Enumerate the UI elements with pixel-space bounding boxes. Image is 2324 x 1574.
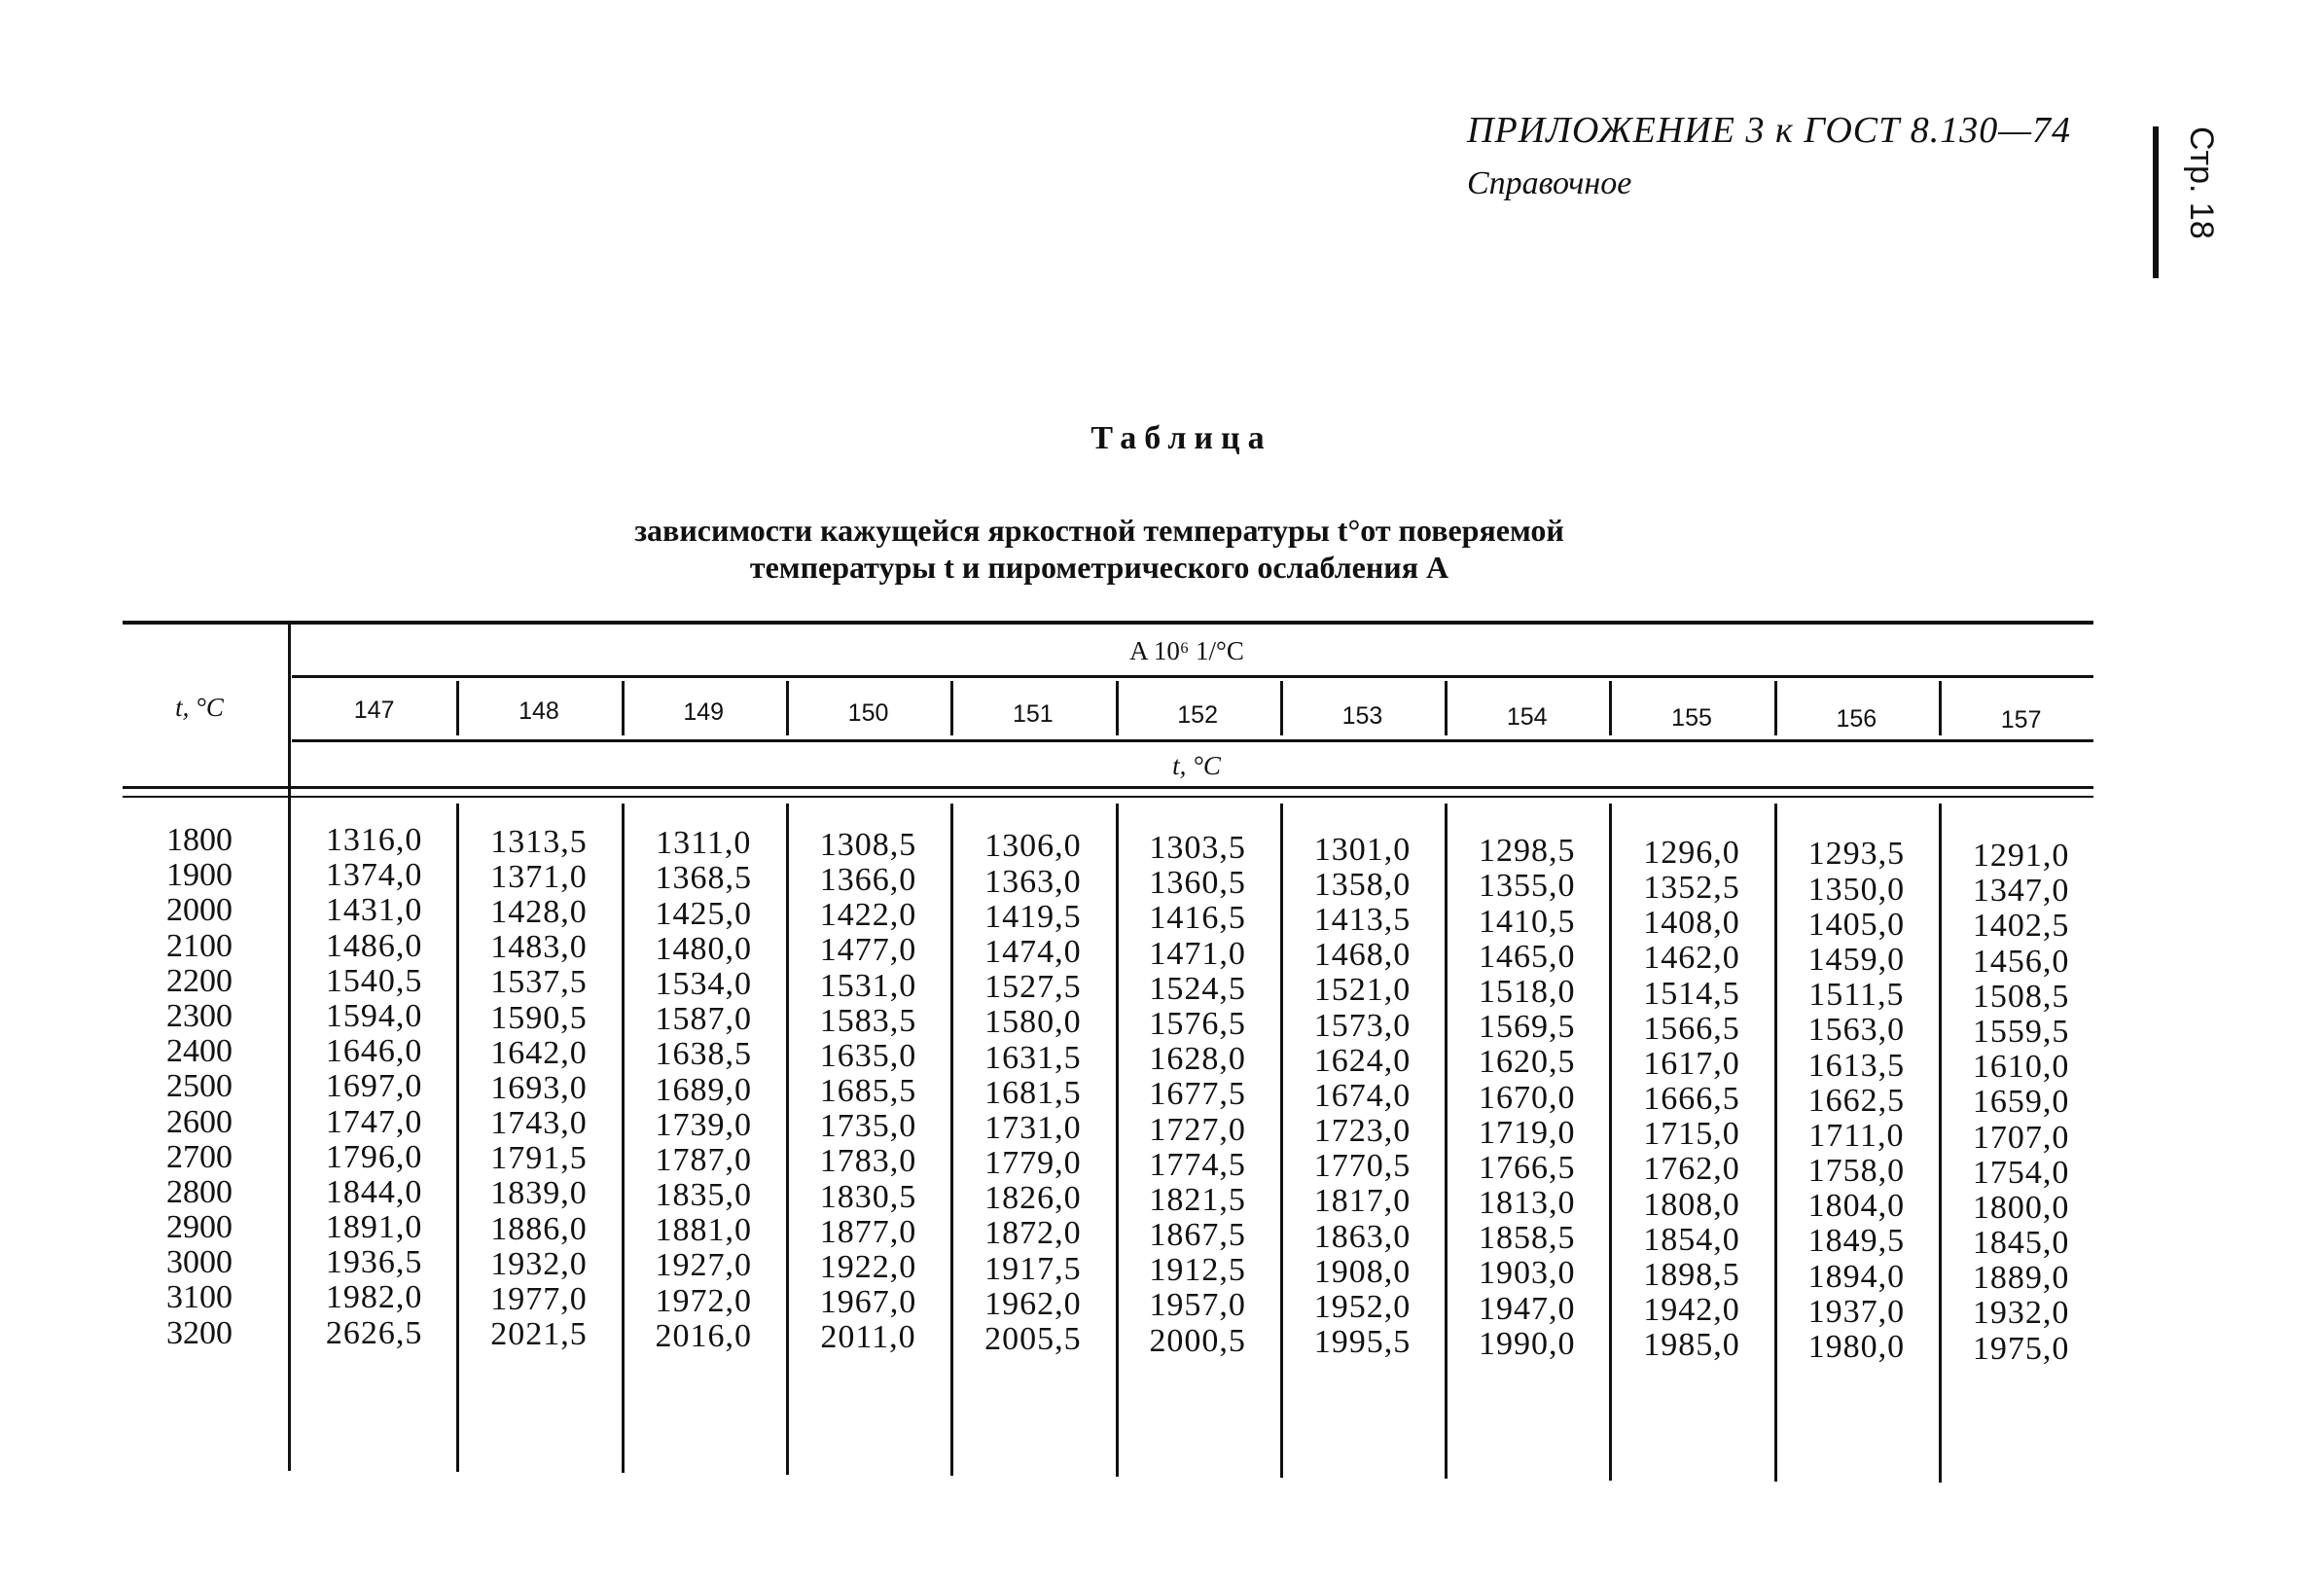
table-cell: 1313,5 bbox=[490, 823, 588, 860]
table-cell: 1715,0 bbox=[1643, 1116, 1740, 1153]
header-column-divider bbox=[1445, 681, 1448, 735]
table-cell: 1912,5 bbox=[1149, 1252, 1246, 1289]
table-cell: 1936,5 bbox=[325, 1244, 423, 1281]
table-cell: 1886,0 bbox=[490, 1210, 588, 1247]
table-cell: 1291,0 bbox=[1972, 838, 2070, 874]
table-cell: 1298,5 bbox=[1478, 833, 1576, 870]
table-cell: 1566,5 bbox=[1643, 1010, 1740, 1047]
table-cell: 1677,5 bbox=[1149, 1076, 1246, 1113]
table-cell: 1747,0 bbox=[325, 1103, 423, 1140]
table-cell: 1844,0 bbox=[325, 1173, 423, 1210]
body-column-divider bbox=[1445, 804, 1448, 1479]
table-cell: 1872,0 bbox=[984, 1215, 1082, 1252]
a-values-rule bbox=[292, 739, 2093, 742]
table-cell: 1817,0 bbox=[1313, 1183, 1412, 1220]
body-column-divider bbox=[1609, 804, 1612, 1481]
value-column bbox=[1939, 839, 2103, 1367]
table-cell: 1681,5 bbox=[984, 1074, 1082, 1111]
table-cell: 1659,0 bbox=[1972, 1084, 2070, 1121]
table-cell: 1363,0 bbox=[984, 863, 1082, 900]
table-cell: 1783,0 bbox=[819, 1143, 917, 1180]
table-title: Таблица bbox=[1090, 420, 1272, 456]
stub-divider bbox=[288, 625, 291, 1471]
table-cell: 1863,0 bbox=[1313, 1218, 1412, 1255]
table-cell: 1431,0 bbox=[325, 892, 423, 929]
table-cell: 2000,5 bbox=[1149, 1322, 1246, 1359]
header-column-divider bbox=[456, 681, 459, 735]
table-cell: 2021,5 bbox=[490, 1316, 588, 1353]
page-number: Стр. 18 bbox=[2183, 126, 2220, 239]
value-column bbox=[1445, 834, 1609, 1362]
table-cell: 1707,0 bbox=[1972, 1119, 2070, 1156]
table-cell: 1620,5 bbox=[1478, 1044, 1576, 1081]
table-cell: 1477,0 bbox=[819, 932, 917, 969]
body-column-divider bbox=[1116, 804, 1119, 1477]
a-value-header: 149 bbox=[683, 698, 725, 726]
page-stamp-bar bbox=[2153, 126, 2159, 278]
table-cell: 1762,0 bbox=[1643, 1151, 1740, 1188]
table-cell: 1791,5 bbox=[490, 1140, 588, 1177]
table-cell: 1723,0 bbox=[1313, 1113, 1412, 1150]
value-column bbox=[950, 829, 1115, 1357]
table-cell: 1374,0 bbox=[325, 857, 423, 894]
stub-cell: 2800 bbox=[166, 1173, 232, 1210]
table-cell: 1486,0 bbox=[325, 927, 423, 964]
body-column-divider bbox=[1280, 804, 1283, 1478]
header-column-divider bbox=[1116, 681, 1119, 735]
table-cell: 1642,0 bbox=[490, 1034, 588, 1071]
body-column-divider bbox=[786, 804, 789, 1475]
table-cell: 1428,0 bbox=[490, 893, 588, 930]
table-cell: 1849,5 bbox=[1807, 1223, 1906, 1260]
table-cell: 1590,5 bbox=[490, 999, 588, 1036]
table-cell: 1306,0 bbox=[984, 828, 1082, 865]
unit-sub-header: t, °C bbox=[1172, 751, 1221, 780]
table-cell: 1514,5 bbox=[1643, 975, 1740, 1012]
stub-cell: 2400 bbox=[166, 1033, 232, 1070]
table-cell: 1537,5 bbox=[490, 964, 588, 1001]
table-top-rule bbox=[123, 621, 2093, 625]
table-cell: 1957,0 bbox=[1149, 1287, 1246, 1324]
table-cell: 2016,0 bbox=[655, 1317, 752, 1354]
header-column-divider bbox=[950, 681, 953, 735]
table-cell: 1937,0 bbox=[1807, 1293, 1906, 1330]
table-cell: 1881,0 bbox=[655, 1212, 752, 1249]
value-column bbox=[622, 826, 786, 1354]
table-cell: 1563,0 bbox=[1807, 1012, 1906, 1049]
table-cell: 1594,0 bbox=[325, 997, 423, 1034]
table-cell: 1524,5 bbox=[1149, 970, 1246, 1007]
table-cell: 1877,0 bbox=[819, 1213, 917, 1250]
table-cell: 1830,5 bbox=[819, 1178, 917, 1215]
table-cell: 1540,5 bbox=[325, 962, 423, 999]
table-cell: 1635,0 bbox=[819, 1037, 917, 1074]
stub-cell: 2100 bbox=[166, 927, 232, 964]
table-cell: 1804,0 bbox=[1807, 1188, 1906, 1225]
table-cell: 1462,0 bbox=[1643, 940, 1740, 977]
value-column bbox=[292, 823, 456, 1351]
table-cell: 1527,5 bbox=[984, 969, 1082, 1006]
table-cell: 1368,5 bbox=[655, 860, 752, 897]
table-cell: 1483,0 bbox=[490, 929, 588, 966]
a-value-header: 151 bbox=[1012, 700, 1054, 728]
table-cell: 1980,0 bbox=[1807, 1329, 1906, 1366]
table-cell: 1711,0 bbox=[1808, 1117, 1905, 1154]
table-subtitle bbox=[525, 512, 1673, 586]
table-cell: 1821,5 bbox=[1149, 1181, 1246, 1218]
table-cell: 1521,0 bbox=[1313, 972, 1412, 1009]
table-cell: 1613,5 bbox=[1807, 1047, 1906, 1084]
a-value-header: 157 bbox=[2000, 706, 2042, 733]
table-cell: 1416,5 bbox=[1149, 900, 1246, 937]
table-cell: 1534,0 bbox=[655, 965, 752, 1002]
table-cell: 1425,0 bbox=[655, 895, 752, 932]
table-cell: 1587,0 bbox=[655, 1001, 752, 1038]
table-cell: 1628,0 bbox=[1149, 1041, 1246, 1078]
table-cell: 1975,0 bbox=[1972, 1330, 2070, 1367]
table-cell: 1903,0 bbox=[1478, 1255, 1576, 1292]
stub-header: t, °C bbox=[175, 693, 224, 722]
table-cell: 1531,0 bbox=[819, 967, 917, 1004]
table-cell: 1293,5 bbox=[1807, 836, 1906, 873]
table-cell: 1766,5 bbox=[1478, 1149, 1576, 1186]
table-cell: 1371,0 bbox=[490, 858, 588, 895]
a-value-header: 156 bbox=[1836, 705, 1877, 733]
table-cell: 1917,5 bbox=[984, 1250, 1082, 1287]
group-header: A 10⁶ 1/°C bbox=[1129, 636, 1244, 665]
table-cell: 1796,0 bbox=[325, 1138, 423, 1175]
table-cell: 1638,5 bbox=[655, 1036, 752, 1073]
table-cell: 1697,0 bbox=[325, 1068, 423, 1105]
stub-cell: 3100 bbox=[166, 1279, 232, 1316]
table-cell: 1674,0 bbox=[1313, 1077, 1412, 1114]
stub-cell: 2700 bbox=[166, 1138, 232, 1175]
a-value-header: 147 bbox=[353, 697, 395, 724]
table-cell: 1670,0 bbox=[1478, 1079, 1576, 1116]
stub-cell: 2000 bbox=[166, 892, 232, 929]
table-cell: 1419,5 bbox=[984, 898, 1082, 935]
body-column-divider bbox=[1774, 804, 1777, 1482]
subtitle-line-1: зависимости кажущейся яркостной температуры t°от поверяемой bbox=[634, 513, 1564, 548]
table-cell: 1858,5 bbox=[1478, 1220, 1576, 1257]
table-cell: 1413,5 bbox=[1313, 901, 1412, 938]
table-cell: 1693,0 bbox=[490, 1069, 588, 1106]
header-bottom-rule-1 bbox=[123, 786, 2093, 789]
table-cell: 1518,0 bbox=[1478, 973, 1576, 1010]
table-cell: 1826,0 bbox=[984, 1180, 1082, 1217]
table-cell: 1995,5 bbox=[1313, 1324, 1412, 1361]
table-cell: 1350,0 bbox=[1807, 871, 1906, 908]
table-cell: 1922,0 bbox=[819, 1249, 917, 1286]
table-cell: 1735,0 bbox=[819, 1108, 917, 1145]
table-cell: 1932,0 bbox=[490, 1245, 588, 1282]
table-cell: 1839,0 bbox=[490, 1175, 588, 1212]
table-cell: 2626,5 bbox=[325, 1314, 423, 1351]
table-cell: 1311,0 bbox=[656, 825, 752, 862]
body-column-divider bbox=[950, 804, 953, 1476]
table-cell: 1779,0 bbox=[984, 1145, 1082, 1182]
stub-cell: 2600 bbox=[166, 1103, 232, 1140]
table-cell: 1990,0 bbox=[1478, 1325, 1576, 1362]
table-cell: 1456,0 bbox=[1972, 943, 2070, 980]
body-column-divider bbox=[456, 804, 459, 1472]
a-value-header: 152 bbox=[1177, 701, 1218, 729]
body-column-divider bbox=[1939, 804, 1942, 1483]
table-cell: 1617,0 bbox=[1643, 1045, 1740, 1082]
table-cell: 1813,0 bbox=[1478, 1185, 1576, 1222]
table-cell: 1576,5 bbox=[1149, 1005, 1246, 1042]
table-cell: 1352,5 bbox=[1643, 869, 1740, 906]
table-cell: 1465,0 bbox=[1478, 938, 1576, 975]
table-cell: 1422,0 bbox=[819, 897, 917, 934]
stub-cell: 2500 bbox=[166, 1068, 232, 1105]
table-cell: 1355,0 bbox=[1478, 868, 1576, 905]
a-value-header: 150 bbox=[847, 699, 889, 727]
table-cell: 2005,5 bbox=[984, 1321, 1082, 1358]
table-cell: 1583,5 bbox=[819, 1002, 917, 1039]
value-column bbox=[1774, 837, 1939, 1365]
annex-heading: ПРИЛОЖЕНИЕ 3 к ГОСТ 8.130—74 bbox=[1467, 110, 2072, 151]
table-cell: 1854,0 bbox=[1643, 1221, 1740, 1258]
header-column-divider bbox=[1280, 681, 1283, 735]
table-cell: 1727,0 bbox=[1149, 1111, 1246, 1148]
table-cell: 1402,5 bbox=[1972, 908, 2070, 945]
table-cell: 2011,0 bbox=[820, 1319, 916, 1356]
table-cell: 1296,0 bbox=[1643, 834, 1740, 871]
table-cell: 1835,0 bbox=[655, 1177, 752, 1214]
table-cell: 1360,5 bbox=[1149, 865, 1246, 902]
value-column bbox=[1609, 836, 1773, 1364]
header-column-divider bbox=[786, 681, 789, 735]
table-cell: 1962,0 bbox=[984, 1285, 1082, 1322]
table-cell: 1405,0 bbox=[1807, 906, 1906, 943]
value-column bbox=[786, 828, 950, 1356]
table-cell: 1758,0 bbox=[1807, 1153, 1906, 1190]
a-value-header: 155 bbox=[1671, 704, 1712, 732]
table-cell: 1947,0 bbox=[1478, 1290, 1576, 1327]
table-cell: 1972,0 bbox=[655, 1282, 752, 1319]
table-cell: 1666,5 bbox=[1643, 1081, 1740, 1118]
a-value-header: 154 bbox=[1506, 703, 1548, 731]
stub-cell: 2200 bbox=[166, 962, 232, 999]
table-cell: 1685,5 bbox=[819, 1073, 917, 1110]
a-value-header: 153 bbox=[1341, 702, 1383, 730]
table-cell: 1787,0 bbox=[655, 1141, 752, 1178]
table-cell: 1985,0 bbox=[1643, 1327, 1740, 1364]
stub-cell: 1900 bbox=[166, 857, 232, 894]
table-cell: 1631,5 bbox=[984, 1039, 1082, 1076]
value-column bbox=[1116, 831, 1280, 1359]
table-cell: 1977,0 bbox=[490, 1281, 588, 1318]
stub-cell: 2900 bbox=[166, 1209, 232, 1246]
table-cell: 1743,0 bbox=[490, 1105, 588, 1142]
table-cell: 1982,0 bbox=[325, 1279, 423, 1316]
table-cell: 1908,0 bbox=[1313, 1253, 1412, 1290]
table-cell: 1301,0 bbox=[1313, 831, 1412, 868]
group-header-rule bbox=[292, 675, 2093, 678]
table-cell: 1689,0 bbox=[655, 1071, 752, 1108]
table-cell: 1471,0 bbox=[1149, 935, 1246, 972]
table-cell: 1845,0 bbox=[1972, 1225, 2070, 1262]
header-column-divider bbox=[1774, 681, 1777, 735]
header-column-divider bbox=[1939, 681, 1942, 735]
table-cell: 1569,5 bbox=[1478, 1009, 1576, 1046]
table-cell: 1468,0 bbox=[1313, 937, 1412, 974]
header-bottom-rule-2 bbox=[123, 796, 2093, 798]
stub-column bbox=[136, 823, 263, 1351]
table-cell: 1889,0 bbox=[1972, 1260, 2070, 1297]
table-cell: 1511,5 bbox=[1808, 977, 1905, 1014]
header-column-divider bbox=[1609, 681, 1612, 735]
table-cell: 1967,0 bbox=[819, 1284, 917, 1321]
table-cell: 1927,0 bbox=[655, 1247, 752, 1284]
table-cell: 1624,0 bbox=[1313, 1042, 1412, 1079]
table-cell: 1480,0 bbox=[655, 930, 752, 967]
table-cell: 1358,0 bbox=[1313, 866, 1412, 903]
a-value-header: 148 bbox=[518, 698, 559, 725]
table-cell: 1559,5 bbox=[1972, 1013, 2070, 1050]
table-cell: 1774,5 bbox=[1149, 1146, 1246, 1183]
table-cell: 1662,5 bbox=[1807, 1082, 1906, 1119]
table-cell: 1303,5 bbox=[1149, 830, 1246, 866]
table-cell: 1316,0 bbox=[325, 822, 423, 858]
table-cell: 1459,0 bbox=[1807, 941, 1906, 978]
table-cell: 1808,0 bbox=[1643, 1186, 1740, 1223]
table-cell: 1800,0 bbox=[1972, 1189, 2070, 1226]
table-cell: 1891,0 bbox=[325, 1209, 423, 1246]
value-column bbox=[1280, 833, 1445, 1361]
table-cell: 1580,0 bbox=[984, 1004, 1082, 1041]
table-cell: 1932,0 bbox=[1972, 1295, 2070, 1332]
table-cell: 1731,0 bbox=[984, 1109, 1082, 1146]
table-cell: 1894,0 bbox=[1807, 1258, 1906, 1295]
reference-label: Справочное bbox=[1467, 165, 1632, 201]
stub-cell: 3200 bbox=[166, 1314, 232, 1351]
table-cell: 1942,0 bbox=[1643, 1292, 1740, 1329]
header-column-divider bbox=[622, 681, 625, 735]
table-cell: 1410,5 bbox=[1478, 903, 1576, 940]
stub-cell: 2300 bbox=[166, 997, 232, 1034]
value-column bbox=[456, 825, 621, 1353]
table-cell: 1646,0 bbox=[325, 1033, 423, 1070]
stub-cell: 1800 bbox=[166, 822, 232, 858]
table-cell: 1610,0 bbox=[1972, 1049, 2070, 1086]
table-cell: 1770,5 bbox=[1313, 1148, 1412, 1185]
table-cell: 1952,0 bbox=[1313, 1289, 1412, 1326]
table-cell: 1408,0 bbox=[1643, 905, 1740, 942]
table-cell: 1719,0 bbox=[1478, 1114, 1576, 1151]
body-column-divider bbox=[622, 804, 625, 1473]
table-cell: 1366,0 bbox=[819, 861, 917, 898]
table-cell: 1754,0 bbox=[1972, 1154, 2070, 1191]
table-cell: 1898,5 bbox=[1643, 1257, 1740, 1294]
stub-cell: 3000 bbox=[166, 1244, 232, 1281]
table-cell: 1867,5 bbox=[1149, 1217, 1246, 1254]
table-cell: 1474,0 bbox=[984, 933, 1082, 970]
table-cell: 1508,5 bbox=[1972, 978, 2070, 1015]
table-cell: 1308,5 bbox=[819, 826, 917, 863]
table-cell: 1347,0 bbox=[1972, 873, 2070, 910]
subtitle-line-2: температуры t и пирометрического ослабления A bbox=[749, 550, 1449, 585]
table-cell: 1573,0 bbox=[1313, 1007, 1412, 1044]
table-cell: 1739,0 bbox=[655, 1106, 752, 1143]
